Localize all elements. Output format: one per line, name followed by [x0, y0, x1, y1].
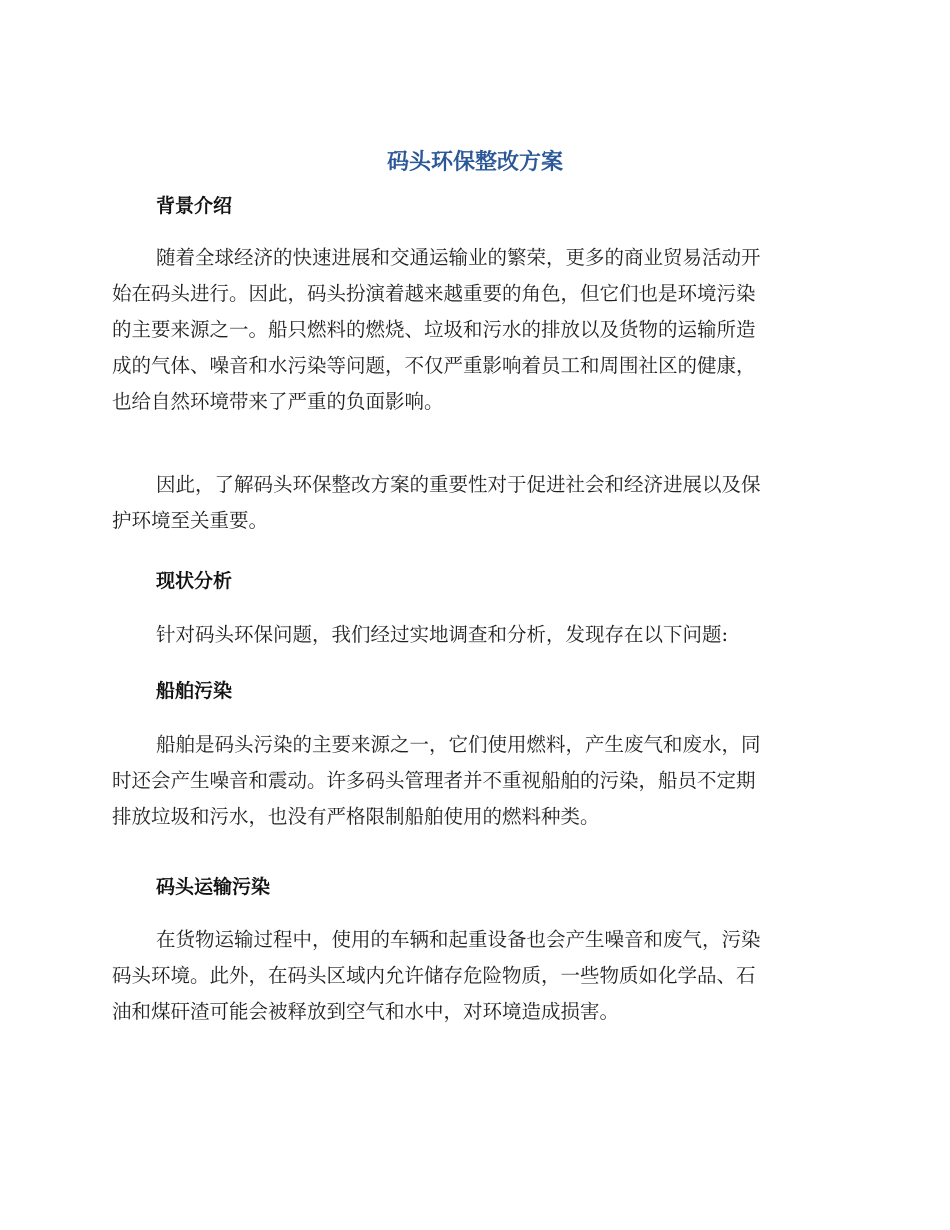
document-title: 码头环保整改方案 — [386, 150, 563, 175]
text-line: 也给自然环境带来了严重的负面影响。 — [112, 390, 444, 413]
paragraph-background-1 — [112, 240, 834, 420]
text-line: 始在码头进行。因此，码头扮演着越来越重要的角色，但它们也是环境污染 — [112, 282, 756, 305]
text-line: 时还会产生噪音和震动。许多码头管理者并不重视船舶的污染，船员不定期 — [112, 769, 756, 792]
text-line: 船舶是码头污染的主要来源之一，它们使用燃料，产生废气和废水，同 — [156, 733, 761, 756]
text-line: 针对码头环保问题，我们经过实地调查和分析，发现存在以下问题: — [156, 623, 729, 646]
section-heading-ship-pollution: 船舶污染 — [156, 680, 233, 702]
paragraph-dock-transport-pollution — [112, 922, 834, 1030]
text-line: 护环境至关重要。 — [112, 509, 269, 532]
section-heading-dock-transport-pollution: 码头运输污染 — [156, 876, 271, 898]
text-line: 在货物运输过程中，使用的车辆和起重设备也会产生噪音和废气，污染 — [156, 928, 761, 951]
text-line: 的主要来源之一。船只燃料的燃烧、垃圾和污水的排放以及货物的运输所造 — [112, 318, 756, 341]
section-heading-status-analysis: 现状分析 — [156, 570, 233, 592]
paragraph-background-2 — [112, 467, 834, 539]
text-line: 码头环境。此外，在码头区域内允许储存危险物质，一些物质如化学品、石 — [112, 964, 756, 987]
text-line: 随着全球经济的快速进展和交通运输业的繁荣，更多的商业贸易活动开 — [156, 246, 761, 269]
text-line: 油和煤矸渣可能会被释放到空气和水中，对环境造成损害。 — [112, 1000, 620, 1023]
section-heading-background: 背景介绍 — [156, 195, 233, 217]
text-line: 排放垃圾和污水，也没有严格限制船舶使用的燃料种类。 — [112, 805, 600, 828]
paragraph-ship-pollution — [112, 727, 834, 835]
paragraph-status-analysis — [112, 617, 834, 653]
text-line: 因此，了解码头环保整改方案的重要性对于促进社会和经济进展以及保 — [156, 473, 761, 496]
text-line: 成的气体、噪音和水污染等问题，不仅严重影响着员工和周围社区的健康， — [112, 354, 756, 377]
